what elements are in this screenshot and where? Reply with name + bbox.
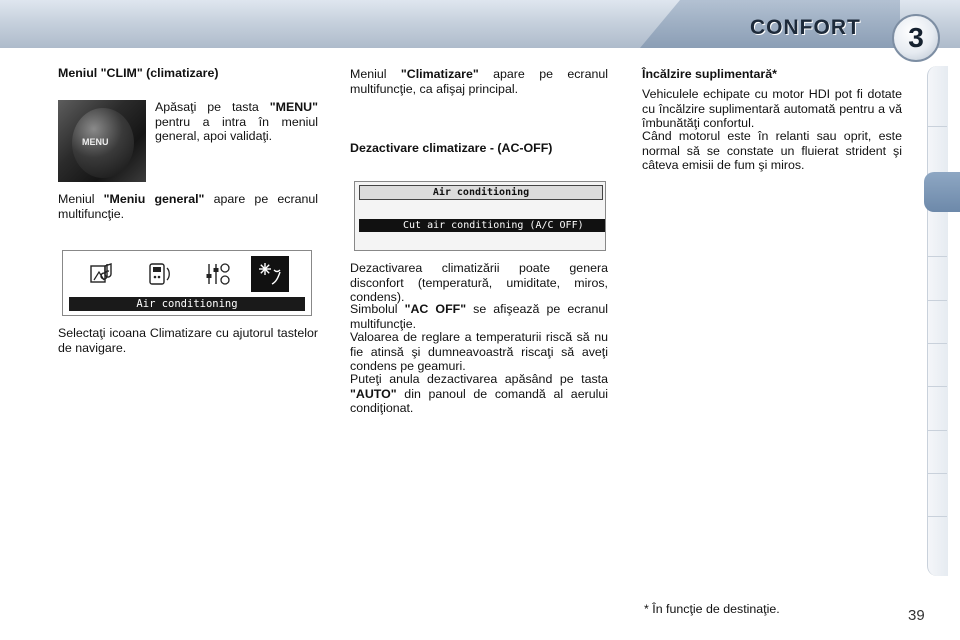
tab-divider: [927, 126, 947, 127]
chapter-tab-rail: [927, 66, 948, 576]
tab-divider: [927, 386, 947, 387]
select-icon-text: Selectaţi icoana Climatizare cu ajutorul tastelor de navigare.: [58, 326, 318, 355]
section-title: CONFORT: [750, 16, 861, 39]
tab-divider: [927, 256, 947, 257]
tab-divider: [927, 343, 947, 344]
tab-divider: [927, 473, 947, 474]
chapter-number-badge: 3: [892, 14, 940, 62]
general-menu-text: Meniul "Meniu general" apare pe ecranul multifuncţie.: [58, 192, 318, 221]
chapter-tab-active[interactable]: [924, 172, 960, 212]
clim-menu-heading: Meniul "CLIM" (climatizare): [58, 66, 219, 80]
menu-selection-bar: Air conditioning: [69, 297, 305, 311]
footnote: * În funcţie de destinaţie.: [644, 602, 780, 616]
ac-screen-title: Air conditioning: [359, 185, 603, 200]
additional-heating-heading: Încălzire suplimentară*: [642, 67, 777, 81]
tab-divider: [927, 300, 947, 301]
tab-divider: [927, 430, 947, 431]
press-menu-text: Apăsaţi pe tasta "MENU" pentru a intra în meniul general, apoi validaţi.: [155, 100, 318, 143]
engine-idle-text: Când motorul este în relanti sau oprit, este normal să se constate un fluierat strident şi câteva emisii de fum şi miros.: [642, 129, 902, 172]
additional-heating-text: Vehiculele echipate cu motor HDI pot fi dotate cu încălzire suplimentară automată pentru a vă îmbunătăţi confortul.: [642, 87, 902, 130]
general-menu-screen: [62, 250, 312, 316]
menu-button-label: MENU: [82, 137, 109, 147]
audio-icon: [85, 258, 119, 290]
settings-icon: [200, 258, 234, 290]
climate-icon: [251, 256, 289, 292]
ac-off-symbol-text: Simbolul "AC OFF" se afişează pe ecranul multifuncţie.: [350, 302, 608, 331]
menu-button-photo: [58, 100, 146, 182]
ac-off-condensation-text: Valoarea de reglare a temperaturii riscă să nu fie atinsă şi dumneavoastră riscaţi să aveţi condens pe geamuri.: [350, 330, 608, 373]
telematics-icon: [143, 258, 177, 290]
ac-menu-screen: [354, 181, 606, 251]
ac-off-discomfort-text: Dezactivarea climatizării poate genera disconfort (temperatură, umiditate, miros, condens).: [350, 261, 608, 304]
ac-off-menu-item: Cut air conditioning (A/C OFF): [359, 219, 605, 232]
page-number: 39: [908, 607, 925, 624]
tab-divider: [927, 516, 947, 517]
ac-off-heading: Dezactivare climatizare - (AC-OFF): [350, 141, 553, 155]
ac-off-cancel-text: Puteţi anula dezactivarea apăsând pe tasta "AUTO" din panoul de comandă al aerului condiţionat.: [350, 372, 608, 415]
climate-menu-text: Meniul "Climatizare" apare pe ecranul multifuncţie, ca afişaj principal.: [350, 67, 608, 96]
